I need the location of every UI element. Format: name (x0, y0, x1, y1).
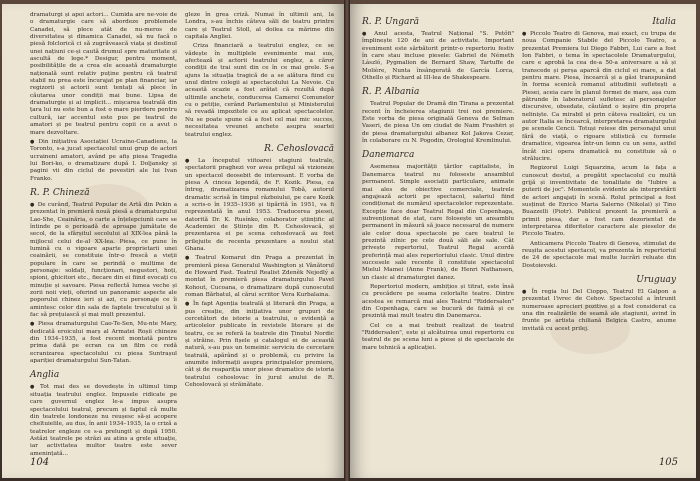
paragraph: ● Tot mai des se dovedește în ultimul timp situația teatrului englez. Impusele ridicate pe care guvernul englez le-a impus asupra spectacolului teatral, precum și faptul că multe din teatrele londoneze nu reușesc să-și acopere cheltuielile, au dus, în anii 1934–1935, la o criză a teatrelor engleze ce s-a prelungit și după 1950. Astăzi teatrele pe străzi au atins a grele situație, iar activitatea multor teatre este sever amenințată... (30, 384, 177, 457)
left-page (2, 4, 344, 478)
paragraph: ● Anul acesta, Teatrul Național "S. Petőfi" împlinește 120 de ani de activitate. Important eveniment este sărbătorit printr-o repertoriu festiv în care stau incluse piesele: Gabriel de Németh László, Pygmalion de Bernard Shaw, Tartuffe de Molière, Nunta însângerată de García Lorca, Othello și Richard al III-lea de Shakespeare. (362, 31, 514, 82)
paragraph: Repertoriul modern, ambițios și titrat, este însă cu precădere pe seama celorlalte teatre. Dintre acestea se remarcă mai ales Teatrul "Riddersalen" din Copenhaga, care se bucură de faimă și ce prezintă mai mult teatru din Danemarca. (362, 283, 514, 320)
left-page-column-1 (30, 12, 177, 460)
paragraph: ● În regia lui Del Cioppo, Teatrul El Galpon a prezentat l'ivrec de Cehov. Spectacolul a întrunit numeroase aprecieri pozitive și a fost considerat ca una din realizările de seamă ale stagiunii, avind în frunte pe artista chiliană Belgica Castro, anume invitată cu acest prilej. (522, 289, 676, 333)
left-page-column-2 (185, 12, 334, 392)
paragraph: Regizorul Luigi Squarzina, acum la fața a cunoscut destul, a pregătit spectacolul cu multă grijă și inventivitate de tonalitate de "Iubire a puterii de joc". Momentele evidente ale interpretării de actori angajați în scenă. Rolul principal a fost susținut de Enrico Maria Salerno (Nikolai) și Tino Buazzelli (Piotr). Publicul prezent la premieră a primit piesa, dar a fost cam dezorientat de interpretarea diferitelor caractere ale pieselor de Piccolo Teatro. (522, 165, 676, 238)
paragraph: gleze în grea criză. Numai în ultimii ani, la Londra, s-au închis câteva săli de teatru printre care și Teatrul Stoll, al doilea ca mărime din capitala Angliei. (185, 12, 334, 41)
right-page-column-1 (362, 12, 514, 354)
paragraph: ● De curând, Teatrul Popular de Artă din Pekin a prezentat în premieră nouă piesă a dramaturgului Lao-She, Ceainăria, o carte a înțelepciunii care se întinde pe o perioadă de aproape jumătate de secol, de la sfârșitul secolului al XIX-lea până la mijlocul celui de-al XX-lea. Piesa, ce pune în lumină cu o vigoare aparte proprietarii unei ceainării, se constituie într-o frescă a vieții populare în care se perindă o multime de personaje: soldați, funcționari, negustori, hoți, spioni, ghicitori etc., fiecare din ei fiind evocați cu minuție și savoare. Piesa reflectă lumea veche și zorii noii vieți, oferind un panoramic aspecte ale poporului chinez ieri și azi, cu personaje ce îi amintesc celor din sala de faptele trecutului și îi fac să prețuiască și mai mult prezentul. (30, 202, 177, 320)
section-heading-uruguay: Uruguay (636, 275, 676, 285)
paragraph: Teatrul Popular de Dramă din Tirana a prezentat recent în încheierea stagiunii trei noi premiere. Este vorba de piesa originală Geneva de Selman Vaseri, de piesa Un om ciudat de Naim Frashëri și de piesa dramaturgului albanez Kol Jakova Cezar, în colaborare cu N. Pogodin, Orologiul Kremlinului. (362, 101, 514, 145)
paragraph: ● Piesa dramaturgului Cao-Te-Sen, Mu-nte Mary, dedicată eroicului marș al Armatei Roșii chineze din 1934–1935, a fost recent montată pentru prima dată pe ecran ca un film ce redă ecranizarea spectacolului cu piesa Suntrașul apariției dramaturgului Sun-Tatan. (30, 321, 177, 365)
paragraph: ● În fapt Agenția teatrală și literară din Praga, a pus creație, din inițiativa unor grupuri de cercetători de istorie a teatrului, o evidență a articolelor publicate în revistele literare și de teatru, ce se referă la teatrele din Ținutul Nordic și străine. Prin fișele și catalogul ei de această natură, s-au pus un temeinic serviciu de cercetare teatrală, apărând și o problemă, cu privire la anumite informații asupra principalelor premiere, cât și de reapariția unor piese dramatice de istoria teatrului cehoslovac în jurul anului de R. Cehoslovacă și străinătate. (185, 301, 334, 389)
page-number: 105 (658, 457, 678, 468)
section-heading-italy: Italia (652, 17, 676, 27)
section-heading-denmark: Danemarca (362, 150, 415, 161)
section-heading-england: Anglia (30, 370, 60, 381)
paragraph: Anticamera Piccolo Teatro di Genova, stimulat de reușita acestui spectacol, va prezenta în repertoriul de 24 de spectacole mai multe lucrări reluate din Dostoievski. (522, 240, 676, 269)
paragraph: ● Piccolo Teatro di Genova, mai exact, cu trupa de noua Companie Stabile del Piccolo Teatro, a prezentat Premiera lui Diego Fabbri, Lui care a fost Ion Fabbri, o tema în spectacolele Dramaturgului, care e aprobă la cea de-a 50-a aniversare a să și transcede și perșa aparcă din ciclul ei mare, a dat pentru mare. Piesa, încearcă și a găsi transpunând în forma scenică romanul atitudinii sufletești a Piesei, aceia care în planul formei de mare, așa cum pătrunde în laboratorul sufletesc al personajelor discursive, obsedate, căutând o ieșire din propria neliniște. Ca mirabil și prin câteva realizări, cu un autor Italia se încearcă, interpretarea dramaturgului pe scenele Cencii. Totuși reiese din personajul unui fără de viață, o rigoare stilistică cu formele dramatice, vigoarea într-un lemn cu un sens, astfel încât nici opera dramatică nu constituie să o strălucire. (522, 31, 676, 163)
paragraph: ● Din inițiativa Asociației Ucraino-Canadiene, la Toronto, s-a jucat spectacolul unui grup de actori ucraineni amatori, având pe afiș piesa Tragedia lui Bori-ko, o dramatizare după I. Doljansky și pagini vii din ciclul de povestiri ale lui Ivan Franko. (30, 139, 177, 183)
paragraph: Asemenea majorității țărilor capitaliste, în Danemarca teatrul nu foloseste ansamblul permanent. Simple asociații particulare, animate mai ales de obiective comerciale, teatrele angajează actorii pe spectacol, salariul fiind condiționat de numărul spectacolelor reprezentate. Excepție face doar Teatrul Regal din Copenhaga, subvenționat de stat, care folosește un ansamblu permanent în măsură să joace necesarul de numere ale celor doua spectacole pe care teatrul le prezintă zilnic pe cele două săli ale sale. Cât privește repertoriul, Teatrul Regal acordă preferință mai ales repertoriului clasic. Unul dintre succesele sale recente îl constituie spectacolul Mielul Mamei (Anne Frank), de Henri Nathansen, un clasic al dramaturgiei danez. (362, 164, 514, 281)
paragraph: ● Teatrul Komarut din Praga a prezentat în premieră piesa Generalul Washington și Vânătorul de Howard Fast. Teatrul Realist Zdeněk Nejedlý a montat în premieră piesa dramaturgului Pavel Kohout, Cucoana, o dramatizare după cunoscutul roman Bărbatul, al cărui scriitor Vera Kurbalaina. (185, 255, 334, 299)
section-heading-china: R. P. Chineză (30, 187, 90, 198)
right-page (350, 4, 696, 478)
right-page-column-2 (522, 12, 676, 335)
section-heading-czechoslovakia: R. Cehoslovacă (264, 143, 334, 154)
paragraph: dramaturgi și apoi actori... Cumida are ne-voie de o dramaturgie care să abordeze problemele Canadei, să plece atât de nu-meros de diversitatea și dinamica Canadei, să nu facă o piesă folclorică ci să zugrăvească viața și destinul unei națiuni ce-și caută drumul spre maturitate și ascultă de lege.* Desigur, pentru moment, posibilitățile de a crea ele această dramaturgie națională sunt relativ puține pentru că teatrul stabil nu prea este încurajat pe plan financiar, iar regizorii și actorii sunt tentați să plece în căutarea unor condiții mai bune. Lipsa de dramaturgie și ai implicit... mișcarea teatrală din țara lui nu este bun a fost o mare pierdere pentru cultură, iar accentul este pus pe teatrul de amatori și pe teatrul pentru copii ce a avut o mare dezvoltare. (30, 12, 177, 136)
section-heading-hungary: R. P. Ungară (362, 17, 420, 27)
section-heading-albania: R. P. Albania (362, 87, 420, 98)
paragraph: ● La începutul viitoarei stagiuni teatrale, spectatorii praghezi vor avea prilejul să vizioneze un spectacol deosebit de interesant. E vorba de piesa A cincea legendă, de F. Kozik. Piesa, ca întreg, dramatizarea romanului Tobă, autorul dramatic scrisă în timpul războiului, pe care Kozík a scris-o în 1935–1936 și tipărită în 1951, va fi reprezentată în anul 1953. Traducerea piesei, datorită Dr. K. Rusínko, colaborator științific al Academiei de Științe din R. Cehoslovacă, și prezentarea ei pe scena cehoslovacă au fost prilejuite de recenta prezentare a noului stat Ghana. (185, 158, 334, 253)
page-number: 104 (30, 457, 50, 468)
paragraph: Criza financiară a teatrului englez, ce se vădește în multiplele evenimente mai sus, afectează și actorii teatrului englez, a căror condiții de trai sunt din ce în ce mai grele. S-a ajuns la situația tragică de a se alătura fiind cu unul dintre colegii ai spectacolului La Nevoie. Cu această ocazie a fost arătat că rezultă după ultimile anchete, conducerea Camerei Comunelor cu o petiție, cerând Parlamentului și Ministerului să revadă impozitele ce au aplicat spectacolelor. Nu se poate spune că a fost cel mai mic succes, necesitatea vreunei anchete asupra soartei teatrului englez. (185, 43, 334, 138)
paragraph: Cel ce a mai trebuit realizat de teatrul "Riddersalen", este și alcătuirea unui repertoriu cu teatrul de pe scena luni a piese și de spectacole de mare tehnică a aplicației. (362, 322, 514, 351)
